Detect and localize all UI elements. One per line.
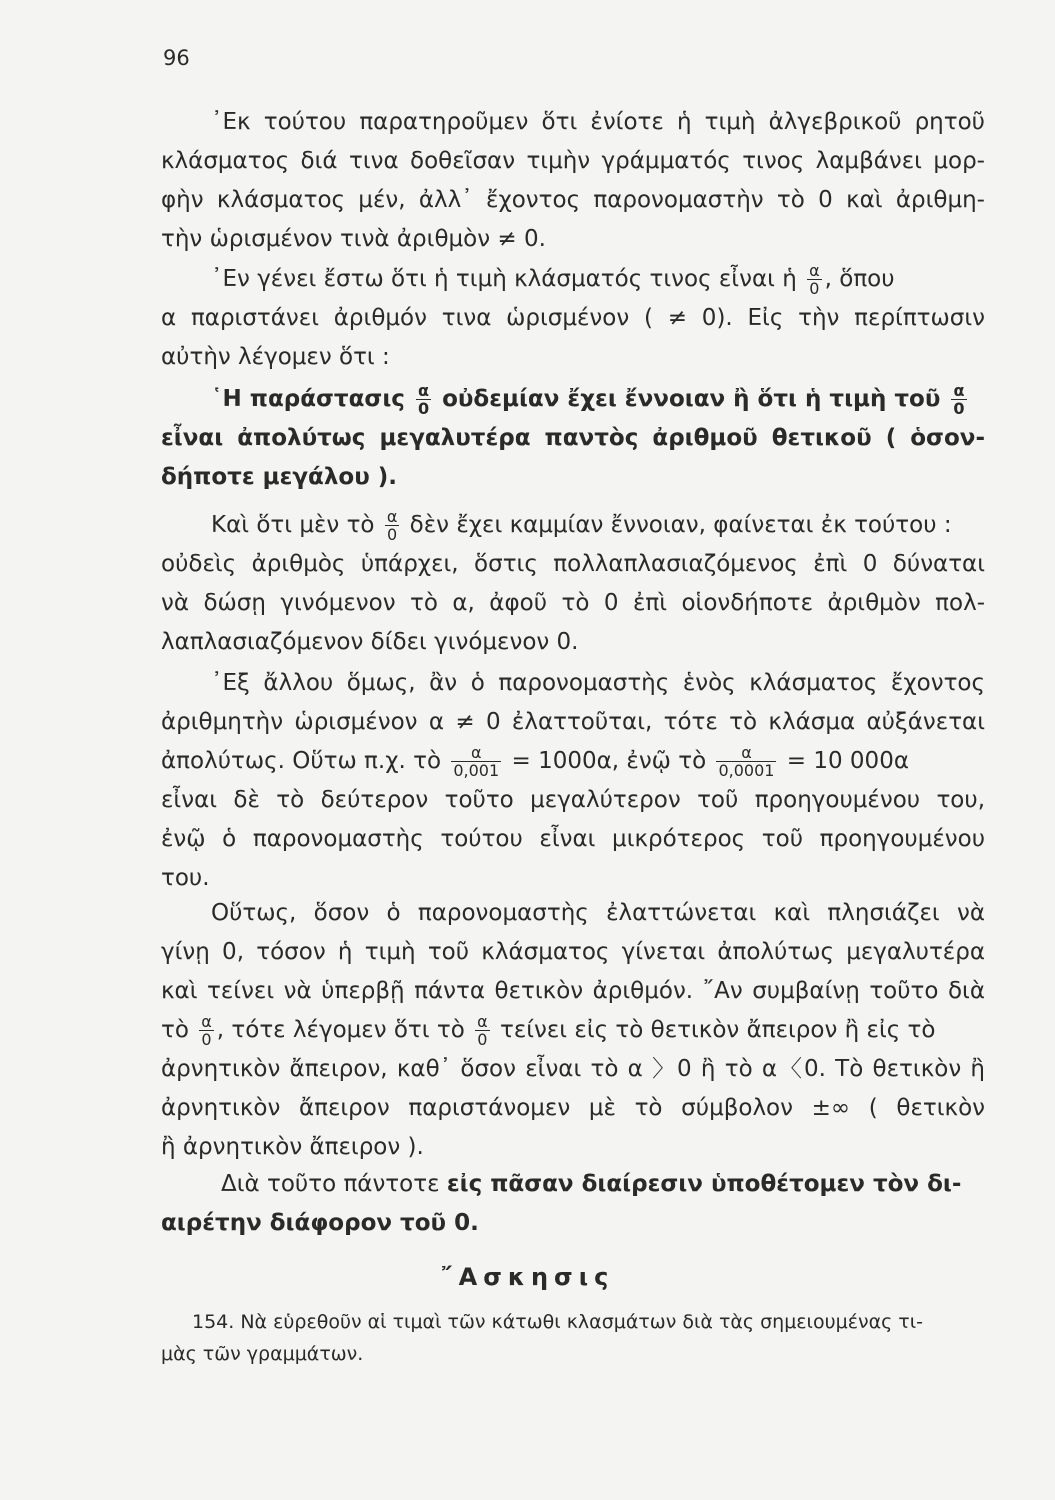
- text-line: του.: [161, 865, 210, 891]
- text-line: ἀριθμητὴν ὡρισμένον α ≠ 0 ἐλαττοῦται, τότε τὸ κλάσμα αὐξάνεται: [161, 709, 985, 735]
- text-line: [161, 1011, 985, 1050]
- text-line: γίνῃ 0, τόσον ἡ τιμὴ τοῦ κλάσματος γίνεται ἀπολύτως μεγαλυτέρα: [161, 939, 985, 965]
- fraction: [807, 262, 822, 297]
- text-line: τὴν ὡρισμένον τινὰ ἀριθμὸν ≠ 0.: [161, 226, 546, 252]
- fraction-numerator: α: [386, 507, 398, 526]
- section-heading: ῎Ασκησις: [440, 1263, 615, 1291]
- paragraph-4: [161, 664, 985, 898]
- text-segment: ᾿Εν γένει ἔστω ὅτι ἡ τιμὴ κλάσματός τινος εἶναι ἡ: [211, 266, 797, 292]
- text-line: δήποτε μεγάλου ).: [161, 464, 397, 490]
- text-segment: Διὰ τοῦτο πάντοτε: [221, 1171, 440, 1197]
- text-line: αιρέτην διάφορον τοῦ 0.: [161, 1210, 479, 1236]
- text-line: [161, 380, 985, 419]
- fraction: [451, 744, 501, 779]
- text-line: ἀρνητικὸν ἄπειρον, καθ᾿ ὅσον εἶναι τὸ α 〉0 ἢ τὸ α〈0. Τὸ θετικὸν ἢ: [161, 1056, 985, 1082]
- fraction-numerator: α: [477, 1012, 488, 1031]
- text-line: [161, 1165, 985, 1204]
- bold-statement: [161, 380, 985, 497]
- text-line: φὴν κλάσματος μέν, ἀλλ᾿ ἔχοντος παρονομαστὴν τὸ 0 καὶ ἀριθμη-: [161, 187, 985, 213]
- text-line: λαπλασιαζόμενον δίδει γινόμενον 0.: [161, 629, 579, 655]
- text-line: κλάσματος διά τινα δοθεῖσαν τιμὴν γράμματός τινος λαμβάνει μορ-: [161, 148, 985, 174]
- bold-segment: εἰς πᾶσαν διαίρεσιν ὑποθέτομεν τὸν δι-: [446, 1171, 962, 1197]
- text-line: νὰ δώσῃ γινόμενον τὸ α, ἀφοῦ τὸ 0 ἐπὶ οἱονδήποτε ἀριθμὸν πολ-: [161, 590, 985, 616]
- text-segment: ἀπολύτως. Οὕτω π.χ. τὸ: [161, 748, 442, 774]
- text-segment: , ὅπου: [824, 266, 895, 292]
- text-segment: ῾Η παράστασις: [211, 386, 405, 412]
- fraction-numerator: α: [953, 381, 965, 400]
- text-line: ἐνῷ ὁ παρονομαστὴς τούτου εἶναι μικρότερος τοῦ προηγουμένου: [161, 826, 985, 852]
- fraction-denominator: 0,001: [453, 761, 500, 780]
- text-line: ᾿Εξ ἄλλου ὅμως, ἂν ὁ παρονομαστὴς ἑνὸς κλάσματος ἔχοντος: [211, 670, 985, 696]
- fraction-numerator: α: [470, 743, 482, 762]
- exercise-154: [161, 1306, 985, 1370]
- fraction: [385, 508, 400, 543]
- text-line: Οὕτως, ὅσον ὁ παρονομαστὴς ἐλαττώνεται καὶ πλησιάζει νὰ: [211, 900, 985, 926]
- text-line: καὶ τείνει νὰ ὑπερβῇ πάντα θετικὸν ἀριθμόν. ῎Αν συμβαίνῃ τοῦτο διὰ: [161, 978, 985, 1004]
- text-segment: = 1000α, ἐνῷ τὸ: [511, 748, 707, 774]
- text-segment: τὸ: [161, 1017, 189, 1043]
- text-segment: Καὶ ὅτι μὲν τὸ: [211, 512, 375, 538]
- fraction-numerator: α: [201, 1012, 212, 1031]
- text-line: εἶναι δὲ τὸ δεύτερον τοῦτο μεγαλύτερον τοῦ προηγουμένου του,: [161, 787, 985, 813]
- text-line: ἢ ἀρνητικὸν ἄπειρον ).: [161, 1134, 424, 1160]
- paragraph-5: [161, 894, 985, 1167]
- fraction-denominator: 0,0001: [718, 761, 775, 780]
- fraction-denominator: 0: [385, 525, 400, 543]
- text-line: α παριστάνει ἀριθμόν τινα ὡρισμένον ( ≠ 0). Εἰς τὴν περίπτωσιν: [161, 305, 985, 331]
- fraction: [716, 744, 776, 779]
- text-line: [161, 506, 985, 545]
- text-line: ᾿Εκ τούτου παρατηροῦμεν ὅτι ἐνίοτε ἡ τιμὴ ἀλγεβρικοῦ ρητοῦ: [211, 109, 985, 135]
- page-number: 96: [163, 46, 190, 70]
- text-segment: οὐδεμίαν ἔχει ἔννοιαν ἢ ὅτι ἡ τιμὴ τοῦ: [442, 386, 941, 412]
- fraction: [951, 382, 966, 417]
- text-line: [161, 260, 985, 299]
- fraction-denominator: 0: [417, 399, 430, 418]
- text-segment: δὲν ἔχει καμμίαν ἔννοιαν, φαίνεται ἐκ τούτου :: [409, 512, 952, 538]
- text-segment: , τότε λέγομεν ὅτι τὸ: [216, 1017, 465, 1043]
- fraction-numerator: α: [418, 381, 429, 400]
- fraction-denominator: 0: [807, 279, 822, 297]
- paragraph-6: [161, 1165, 985, 1243]
- text-line: ἀρνητικὸν ἄπειρον παριστάνομεν μὲ τὸ σύμβολον ±∞ ( θετικὸν: [161, 1095, 985, 1121]
- text-segment: = 10 000α: [786, 748, 909, 774]
- text-line: αὐτὴν λέγομεν ὅτι :: [161, 344, 390, 370]
- text-line: εἶναι ἀπολύτως μεγαλυτέρα παντὸς ἀριθμοῦ θετικοῦ ( ὁσον-: [161, 425, 985, 451]
- paragraph-3: [161, 506, 985, 662]
- fraction-numerator: α: [809, 261, 820, 280]
- fraction: [416, 382, 431, 417]
- text-line: οὐδεὶς ἀριθμὸς ὑπάρχει, ὅστις πολλαπλασιαζόμενος ἐπὶ 0 δύναται: [161, 551, 985, 577]
- fraction: [199, 1013, 214, 1048]
- text-segment: τείνει εἰς τὸ θετικὸν ἄπειρον ἢ εἰς τὸ: [499, 1017, 936, 1043]
- text-line: [161, 742, 985, 781]
- fraction-denominator: 0: [199, 1030, 214, 1048]
- fraction-numerator: α: [741, 743, 752, 762]
- fraction-denominator: 0: [953, 399, 965, 418]
- fraction: [475, 1013, 490, 1048]
- fraction-denominator: 0: [475, 1030, 490, 1048]
- text-line: 154. Νὰ εὑρεθοῦν αἱ τιμαὶ τῶν κάτωθι κλασμάτων διὰ τὰς σημειουμένας τι-: [192, 1311, 924, 1333]
- paragraph-1: [161, 103, 985, 259]
- paragraph-2: [161, 260, 985, 377]
- text-line: μὰς τῶν γραμμάτων.: [161, 1343, 364, 1365]
